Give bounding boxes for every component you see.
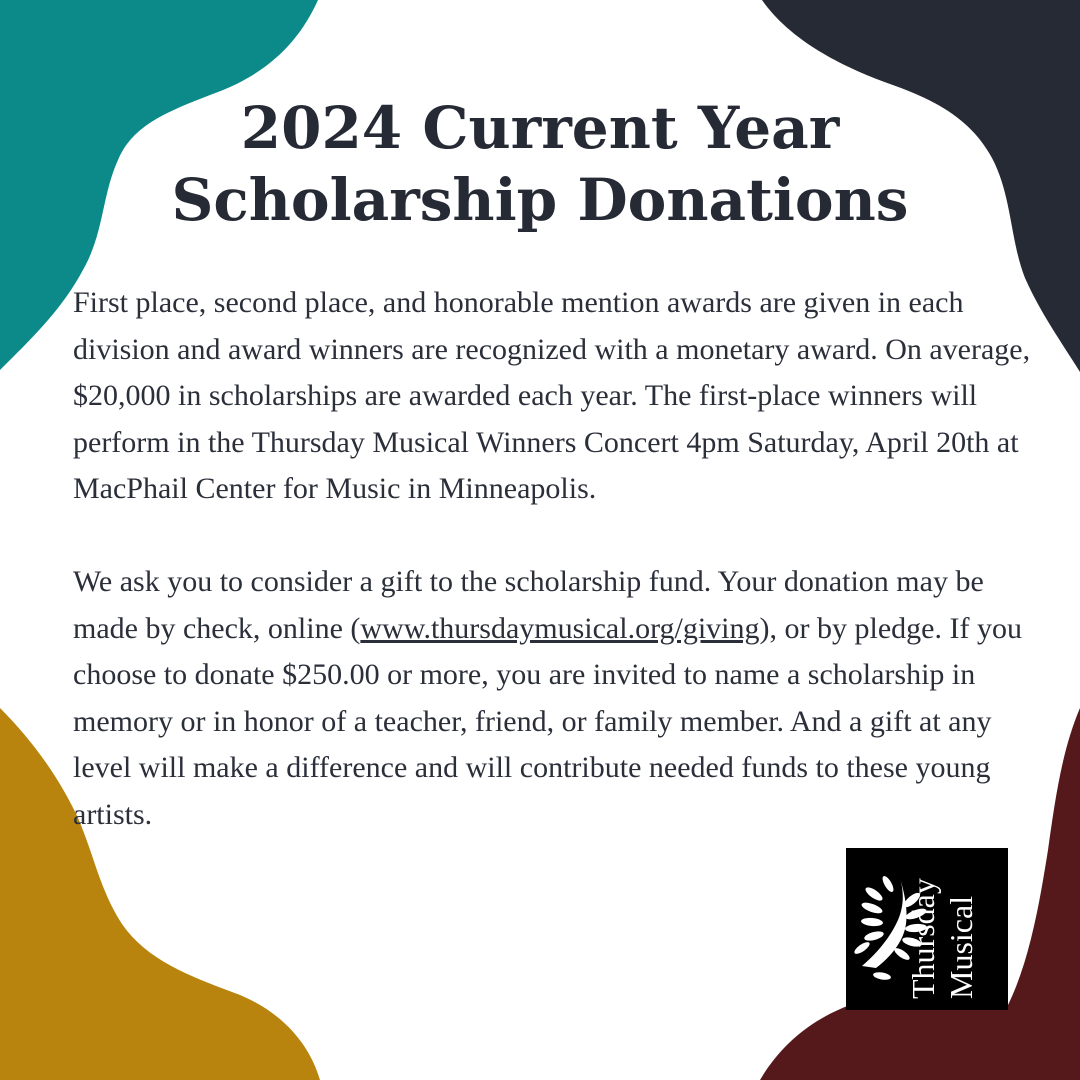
donation-text-before-link: We ask you to consider a gift to the scholarship fund. Your donation may be made by check, online ( (73, 565, 984, 645)
thursday-musical-logo (846, 848, 1008, 1010)
logo-line-2: Musical (943, 895, 979, 999)
donation-text-after-link: ), or by pledge. If you choose to donate $250.00 or more, you are invited to name a scholarship in memory or in honor of a teacher, friend, or family member. And a gift at any level will make a difference and will contribute needed funds to these young artists. (73, 611, 1022, 831)
title-line-2: Scholarship Donations (171, 166, 909, 234)
paragraph-donation (73, 559, 1033, 838)
logo-wordmark (904, 859, 980, 999)
paragraph-awards: First place, second place, and honorable mention awards are given in each division and award winners are recognized with a monetary award. On average, $20,000 in scholarships are awarded each year. The first-place winners will perform in the Thursday Musical Winners Concert 4pm Saturday, April 20th at MacPhail Center for Music in Minneapolis. (73, 286, 1031, 505)
body-text (73, 280, 1033, 838)
logo-line-1: Thursday (905, 878, 941, 999)
page-title (40, 92, 1040, 236)
giving-link[interactable]: www.thursdaymusical.org/giving (360, 611, 760, 645)
title-line-1: 2024 Current Year (240, 94, 840, 162)
